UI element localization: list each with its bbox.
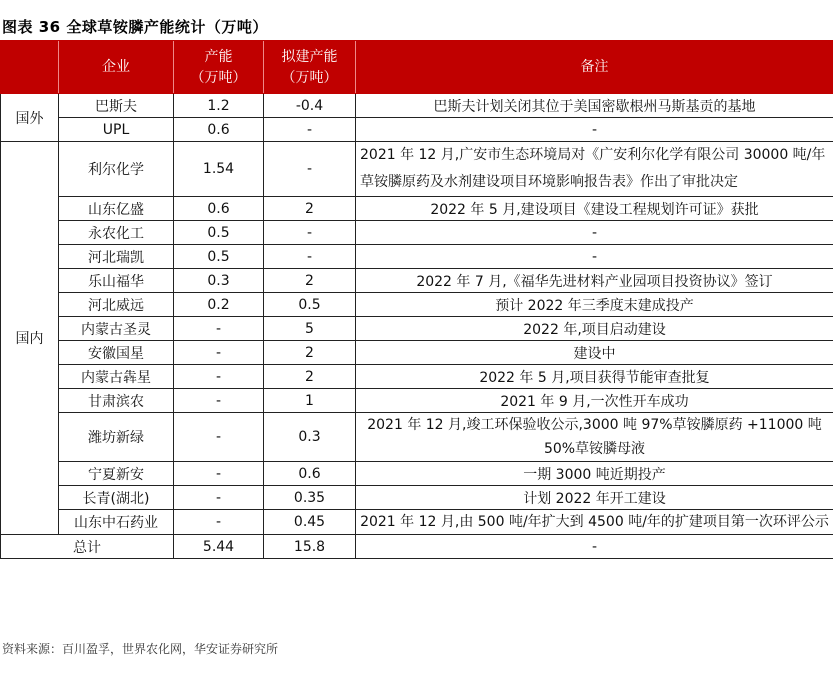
capacity-cell: -: [174, 389, 264, 413]
table-row: [1, 269, 833, 293]
header-planned-line1: 拟建产能: [281, 48, 338, 65]
capacity-cell: 0.5: [174, 245, 264, 269]
source-note: 资料来源：百川盈孚，世界农化网，华安证券研究所: [2, 642, 279, 656]
planned-cell: 5: [264, 317, 356, 341]
capacity-cell: -: [174, 341, 264, 365]
note-cell: 计划 2022 年开工建设: [356, 486, 833, 510]
note-cell: 2021 年 12 月,由 500 吨/年扩大到 4500 吨/年的扩建项目第一次环评公示: [356, 510, 833, 535]
table-row: [1, 197, 833, 221]
capacity-cell: 0.6: [174, 197, 264, 221]
note-cell: -: [356, 221, 833, 245]
capacity-cell: -: [174, 365, 264, 389]
table-row: [1, 389, 833, 413]
planned-cell: 2: [264, 341, 356, 365]
table-row: [1, 118, 833, 142]
capacity-cell: 1.54: [174, 142, 264, 197]
planned-cell: 0.45: [264, 510, 356, 535]
company-cell: 利尔化学: [59, 142, 174, 197]
company-cell: 甘肃滨农: [59, 389, 174, 413]
table-row: [1, 221, 833, 245]
planned-cell: -: [264, 142, 356, 197]
company-cell: 山东亿盛: [59, 197, 174, 221]
note-cell: 2021 年 12 月,竣工环保验收公示,3000 吨 97%草铵膦原药 +11000 吨 50%草铵膦母液: [356, 413, 833, 462]
total-row: [1, 535, 833, 559]
company-cell: 乐山福华: [59, 269, 174, 293]
planned-cell: 2: [264, 269, 356, 293]
header-capacity-line2: （万吨）: [190, 69, 247, 86]
planned-cell: 2: [264, 197, 356, 221]
note-cell: 2022 年 5 月,建设项目《建设工程规划许可证》获批: [356, 197, 833, 221]
table-row: [1, 341, 833, 365]
header-planned-line2: （万吨）: [281, 69, 338, 86]
planned-cell: -: [264, 245, 356, 269]
note-cell: 一期 3000 吨近期投产: [356, 462, 833, 486]
total-note-cell: -: [356, 535, 833, 559]
table-row: [1, 293, 833, 317]
header-company: 企业: [59, 42, 174, 94]
page-title: 图表 36 全球草铵膦产能统计（万吨）: [2, 18, 268, 36]
planned-cell: -0.4: [264, 94, 356, 118]
planned-cell: 0.6: [264, 462, 356, 486]
company-cell: 长青(湖北): [59, 486, 174, 510]
note-cell: 2022 年 5 月,项目获得节能审查批复: [356, 365, 833, 389]
planned-cell: 0.5: [264, 293, 356, 317]
header-capacity-line1: 产能: [204, 48, 233, 65]
region-cell-domestic: 国内: [1, 142, 59, 535]
capacity-table: [0, 41, 833, 559]
planned-cell: 0.3: [264, 413, 356, 462]
note-cell: -: [356, 118, 833, 142]
table-row: [1, 94, 833, 118]
capacity-cell: 1.2: [174, 94, 264, 118]
header-planned: [264, 42, 356, 94]
total-label-cell: 总计: [1, 535, 174, 559]
region-cell-abroad: 国外: [1, 94, 59, 142]
capacity-cell: 0.3: [174, 269, 264, 293]
table-row: [1, 486, 833, 510]
capacity-cell: 0.6: [174, 118, 264, 142]
company-cell: 安徽国星: [59, 341, 174, 365]
table-row: [1, 245, 833, 269]
planned-cell: -: [264, 118, 356, 142]
company-cell: 河北瑞凯: [59, 245, 174, 269]
company-cell: 巴斯夫: [59, 94, 174, 118]
company-cell: 潍坊新绿: [59, 413, 174, 462]
company-cell: 山东中石药业: [59, 510, 174, 535]
planned-cell: 0.35: [264, 486, 356, 510]
company-cell: 内蒙古犇星: [59, 365, 174, 389]
note-cell: 2021 年 9 月,一次性开车成功: [356, 389, 833, 413]
capacity-cell: -: [174, 413, 264, 462]
note-cell: 建设中: [356, 341, 833, 365]
company-cell: 永农化工: [59, 221, 174, 245]
table-header-row: [1, 42, 833, 94]
note-cell: 2022 年,项目启动建设: [356, 317, 833, 341]
table-row: [1, 510, 833, 535]
note-cell: 2021 年 12 月,广安市生态环境局对《广安利尔化学有限公司 30000 吨/年草铵膦原药及水剂建设项目环境影响报告表》作出了审批决定: [356, 142, 833, 197]
note-cell: 2022 年 7 月,《福华先进材料产业园项目投资协议》签订: [356, 269, 833, 293]
capacity-cell: -: [174, 486, 264, 510]
table-row: [1, 413, 833, 462]
table-row: [1, 462, 833, 486]
company-cell: 内蒙古圣灵: [59, 317, 174, 341]
header-notes: 备注: [356, 42, 833, 94]
company-cell: 宁夏新安: [59, 462, 174, 486]
table-row: [1, 365, 833, 389]
capacity-cell: 0.2: [174, 293, 264, 317]
company-cell: 河北威远: [59, 293, 174, 317]
planned-cell: -: [264, 221, 356, 245]
header-region: [1, 42, 59, 94]
capacity-cell: -: [174, 462, 264, 486]
planned-cell: 1: [264, 389, 356, 413]
capacity-cell: -: [174, 317, 264, 341]
table-row: [1, 142, 833, 197]
note-cell: 巴斯夫计划关闭其位于美国密歇根州马斯基贡的基地: [356, 94, 833, 118]
total-capacity-cell: 5.44: [174, 535, 264, 559]
capacity-cell: 0.5: [174, 221, 264, 245]
note-cell: -: [356, 245, 833, 269]
table-row: [1, 317, 833, 341]
note-cell: 预计 2022 年三季度末建成投产: [356, 293, 833, 317]
total-planned-cell: 15.8: [264, 535, 356, 559]
capacity-cell: -: [174, 510, 264, 535]
company-cell: UPL: [59, 118, 174, 142]
planned-cell: 2: [264, 365, 356, 389]
header-capacity: [174, 42, 264, 94]
